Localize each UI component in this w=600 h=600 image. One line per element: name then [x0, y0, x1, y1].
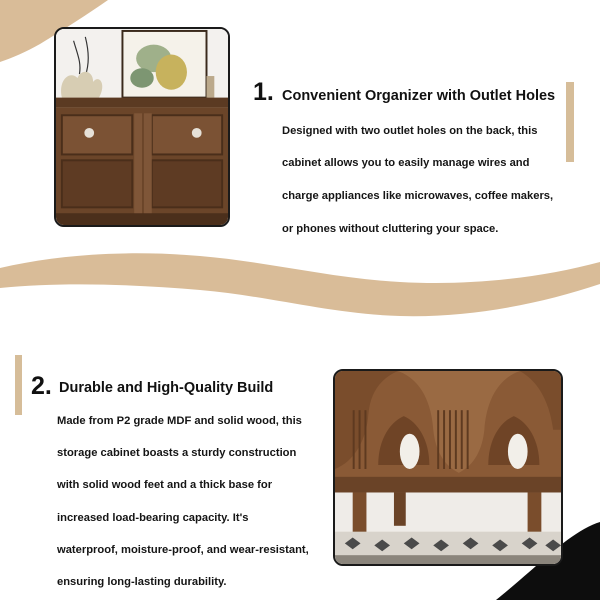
middle-wave-band: [0, 253, 600, 316]
section-1-heading: Convenient Organizer with Outlet Holes: [282, 88, 556, 104]
section-2-line: Made from P2 grade MDF and solid wood, this: [57, 415, 302, 427]
section-2-line: storage cabinet boasts a sturdy construction: [57, 447, 297, 459]
section-1-line: cabinet allows you to easily manage wires and: [282, 157, 530, 169]
section-1-number: 1.: [253, 78, 274, 106]
section-1-accent-bar: [566, 82, 574, 162]
section-2-number: 2.: [31, 372, 52, 400]
section-1-line: charge appliances like microwaves, coffee makers,: [282, 190, 554, 202]
section-1-line: Designed with two outlet holes on the back, this: [282, 125, 538, 137]
section-2-line: waterproof, moisture-proof, and wear-resistant,: [57, 544, 309, 556]
cabinet-feet-detail-photo: [333, 369, 563, 566]
cabinet-back-outlet-photo: [54, 27, 230, 227]
section-1-line: or phones without cluttering your space.: [282, 223, 499, 235]
section-2-line: ensuring long-lasting durability.: [57, 576, 227, 588]
section-2-line: with solid wood feet and a thick base for: [57, 479, 273, 491]
section-2-accent-bar: [15, 355, 22, 415]
section-2-line: increased load-bearing capacity. It's: [57, 512, 249, 524]
section-2-heading: Durable and High-Quality Build: [59, 380, 274, 396]
